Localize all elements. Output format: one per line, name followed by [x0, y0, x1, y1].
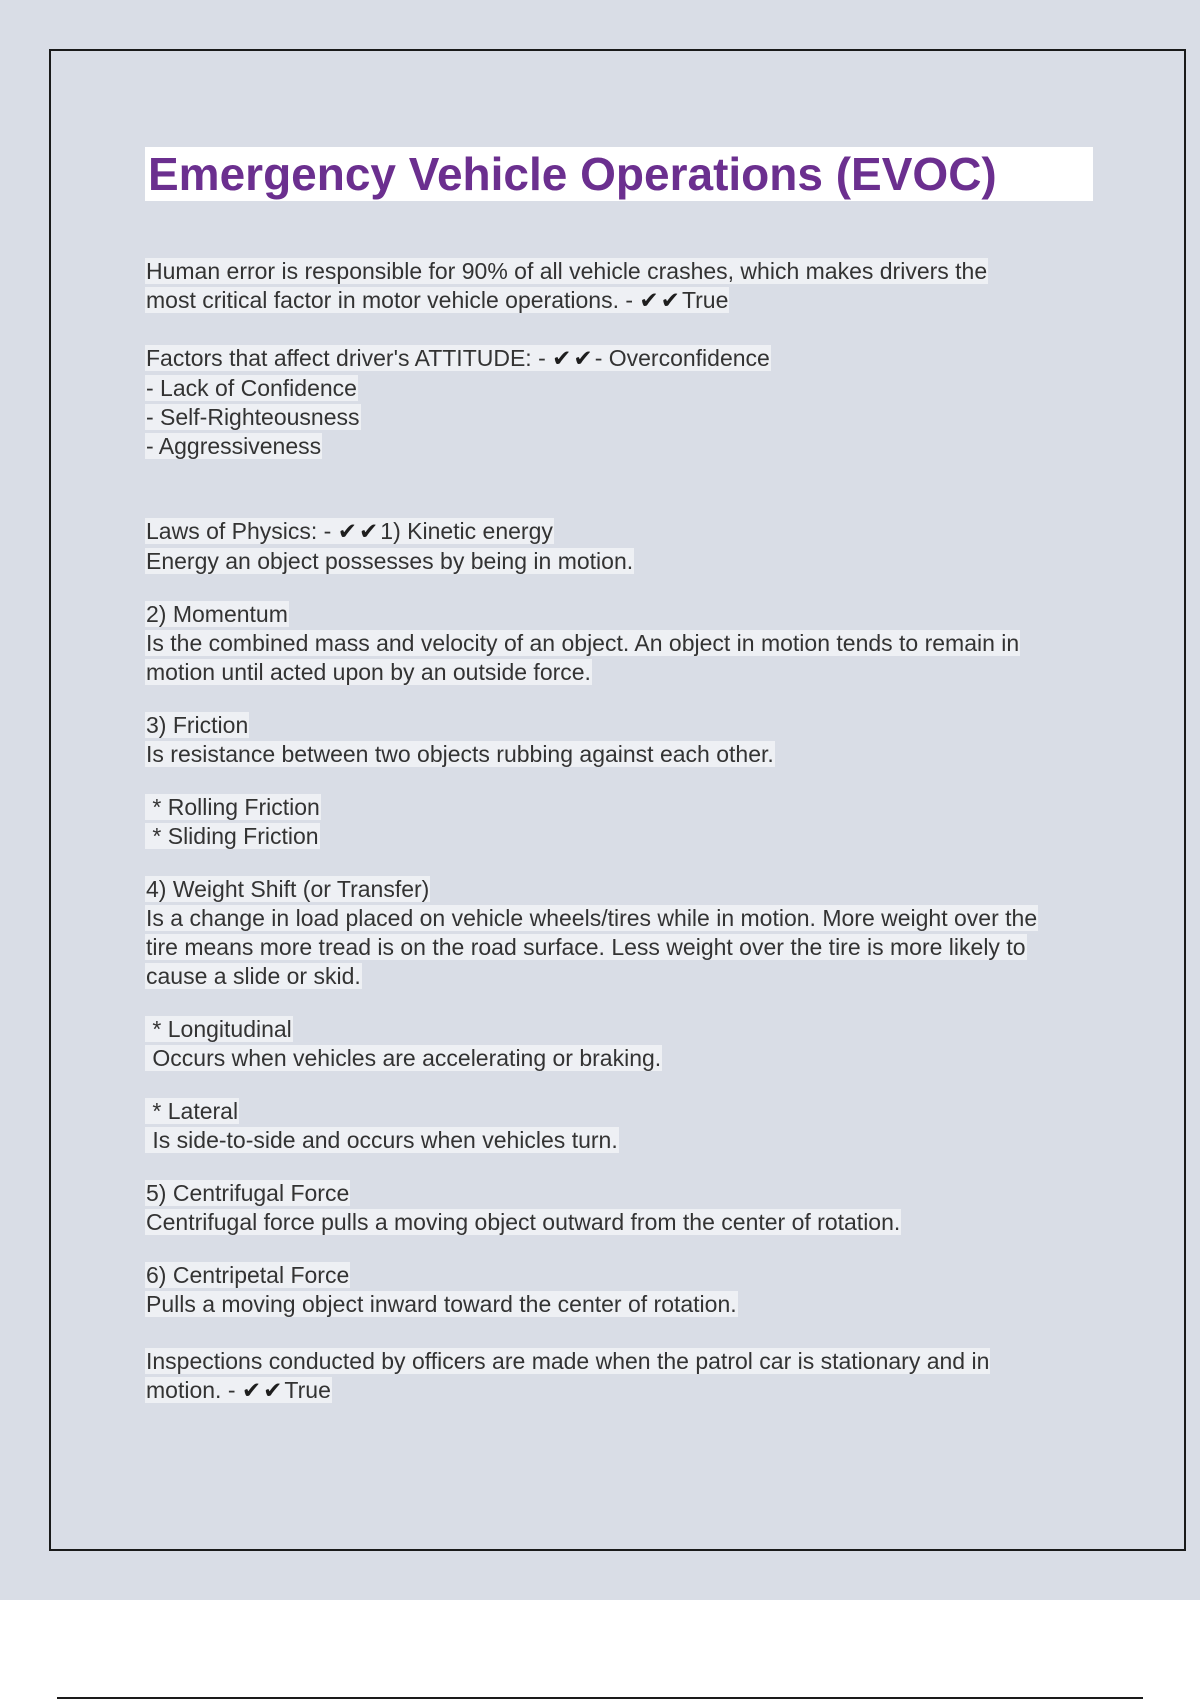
question-text-line: most critical factor in motor vehicle operations. - — [146, 287, 640, 313]
answer-item: - Lack of Confidence — [146, 375, 357, 401]
answer-text: True — [681, 287, 729, 313]
section-description: Centrifugal force pulls a moving object outward from the center of rotation. — [146, 1209, 901, 1235]
answer-text: True — [284, 1377, 331, 1403]
section-description: Is resistance between two objects rubbing against each other. — [146, 741, 774, 767]
section-description: Energy an object possesses by being in motion. — [146, 548, 634, 574]
section-description: Is side-to-side and occurs when vehicles turn. — [146, 1127, 618, 1153]
section-description: motion until acted upon by an outside force. — [146, 659, 591, 685]
section-heading: 3) Friction — [146, 712, 249, 738]
list-item: * Longitudinal — [146, 1016, 292, 1042]
list-item: * Rolling Friction — [146, 794, 320, 820]
question-prompt: Laws of Physics: - — [146, 518, 338, 544]
question-human-error — [145, 257, 1095, 316]
section-heading: 4) Weight Shift (or Transfer) — [146, 876, 430, 902]
question-text-line: Human error is responsible for 90% of all vehicle crashes, which makes drivers the — [146, 258, 988, 284]
document-body — [145, 147, 1095, 1406]
check-mark-icon: ✔✔ — [639, 288, 682, 314]
answer-item: - Self-Righteousness — [146, 404, 360, 430]
section-description: cause a slide or skid. — [146, 963, 361, 989]
section-description: tire means more tread is on the road surface. Less weight over the tire is more likely to — [146, 934, 1026, 960]
list-item: * Lateral — [146, 1098, 239, 1124]
question-text-line: Inspections conducted by officers are made when the patrol car is stationary and in — [146, 1348, 990, 1374]
question-prompt: Factors that affect driver's ATTITUDE: - — [146, 345, 553, 371]
check-mark-icon: ✔✔ — [337, 519, 381, 545]
answer-item: - Overconfidence — [594, 345, 770, 371]
question-attitude-factors — [145, 344, 1095, 461]
check-mark-icon: ✔✔ — [552, 346, 595, 372]
section-description: Is a change in load placed on vehicle wheels/tires while in motion. More weight over the — [146, 905, 1038, 931]
answer-item: - Aggressiveness — [146, 433, 322, 459]
question-laws-of-physics — [145, 517, 1095, 1319]
question-inspections — [145, 1347, 1095, 1406]
footer-rule — [57, 1697, 1143, 1699]
document-title: Emergency Vehicle Operations (EVOC) — [145, 147, 1093, 201]
section-heading: 5) Centrifugal Force — [146, 1180, 350, 1206]
list-item: * Sliding Friction — [146, 823, 319, 849]
section-description: Is the combined mass and velocity of an object. An object in motion tends to remain in — [146, 630, 1020, 656]
section-description: Occurs when vehicles are accelerating or braking. — [146, 1045, 662, 1071]
section-heading: 2) Momentum — [146, 601, 288, 627]
section-heading: 6) Centripetal Force — [146, 1262, 350, 1288]
check-mark-icon: ✔✔ — [241, 1378, 285, 1404]
section-heading: 1) Kinetic energy — [380, 518, 553, 544]
question-text-line: motion. - — [146, 1377, 242, 1403]
section-description: Pulls a moving object inward toward the center of rotation. — [146, 1291, 737, 1317]
